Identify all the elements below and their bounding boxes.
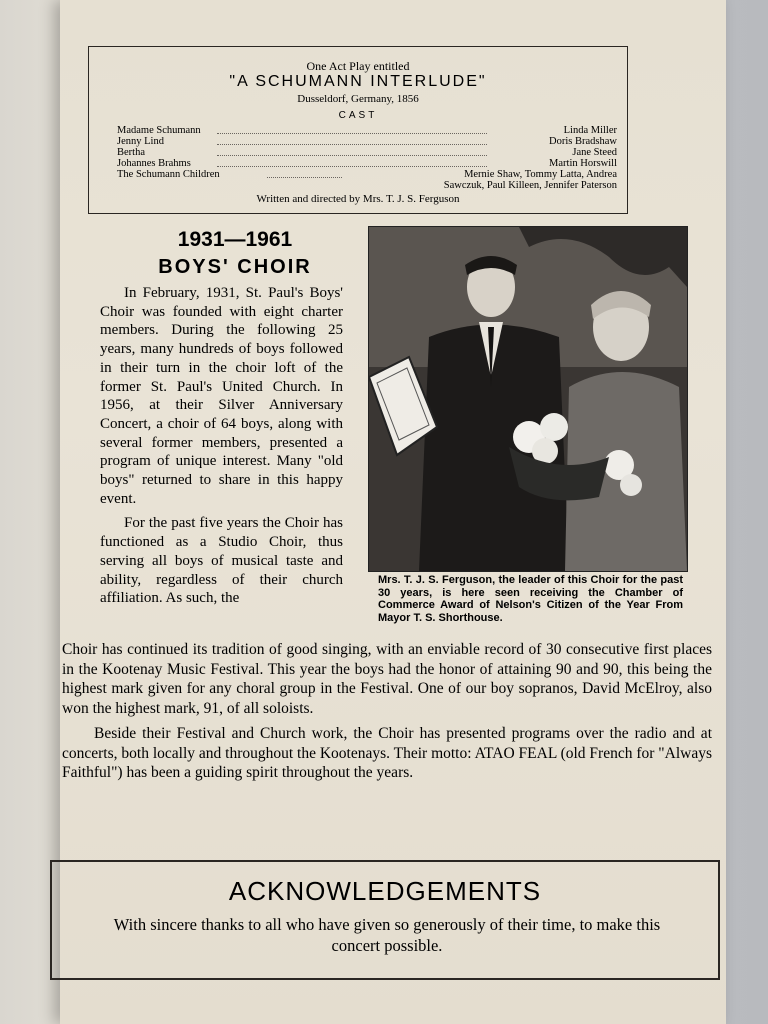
award-photo	[368, 226, 688, 572]
cast-actor: Jane Steed	[572, 147, 617, 158]
acknowledgements-text: With sincere thanks to all who have given so generously of their time, to make this concert possible.	[113, 915, 661, 955]
play-cast-box	[88, 46, 628, 214]
leader-dots	[267, 177, 342, 178]
cast-role: Bertha	[117, 147, 145, 158]
article-heading: BOYS' CHOIR	[158, 256, 312, 278]
article-paragraph: In February, 1931, St. Paul's Boys' Choir was founded with eight charter members. During the following 25 years, many hundreds of boys followed in their turn in the choir loft of the former St. Paul's United Church. In 1956, at their Silver Anniversary Concert, a choir of 64 boys, along with several former members, presented a program of unique interest. Many "old boys" returned to share in this happy event.	[100, 285, 343, 507]
cast-actor: Linda Miller	[563, 125, 617, 136]
article-paragraph: Choir has continued its tradition of good singing, with an enviable record of 30 consecutive first places in the Kootenay Music Festival. This year the boys had the honor of attaining 90 and 90, this being the highest mark given for any choral group in the Festival. One of our boy sopranos, David McElroy, also won the highest mark, 91, of all soloists.	[62, 641, 712, 717]
leader-dots	[217, 166, 487, 167]
play-credit: Written and directed by Mrs. T. J. S. Ferguson	[256, 193, 460, 205]
article-paragraph: For the past five years the Choir has functioned as a Studio Choir, thus serving all boys of musical taste and ability, regardless of their church affiliation. As such, the	[100, 515, 343, 607]
cast-role: The Schumann Children	[117, 169, 220, 180]
photo-caption: Mrs. T. J. S. Ferguson, the leader of this Choir for the past 30 years, is here seen receiving the Chamber of Commerce Award of Nelson's Citizen of the Year From Mayor T. S. Shorthouse.	[378, 574, 683, 624]
acknowledgements-box	[50, 860, 720, 980]
leader-dots	[217, 133, 487, 134]
play-intro: One Act Play entitled	[306, 59, 410, 73]
photo-illustration	[369, 227, 687, 571]
article-column	[100, 284, 343, 614]
cast-actor: Sawczuk, Paul Killeen, Jennifer Paterson	[443, 180, 617, 191]
cast-role: Johannes Brahms	[117, 158, 191, 169]
cast-actor: Mernie Shaw, Tommy Latta, Andrea	[464, 169, 617, 180]
leader-dots	[217, 155, 487, 156]
play-title: "A SCHUMANN INTERLUDE"	[229, 73, 487, 90]
cast-actor: Martin Horswill	[549, 158, 617, 169]
article-continued	[62, 640, 712, 789]
article-years: 1931—1961	[177, 228, 293, 251]
article-paragraph: Beside their Festival and Church work, the Choir has presented programs over the radio and at concerts, both locally and throughout the Kootenays. Their motto: ATAO FEAL (old French for "Always Faithful") has been a guiding spirit throughout the years.	[62, 725, 712, 781]
acknowledgements-title: ACKNOWLEDGEMENTS	[228, 876, 542, 906]
cast-role: Jenny Lind	[117, 136, 164, 147]
cast-role: Madame Schumann	[117, 125, 201, 136]
leader-dots	[217, 144, 487, 145]
cast-heading: CAST	[338, 110, 378, 121]
cast-actor: Doris Bradshaw	[549, 136, 617, 147]
play-setting: Dusseldorf, Germany, 1856	[297, 93, 419, 105]
